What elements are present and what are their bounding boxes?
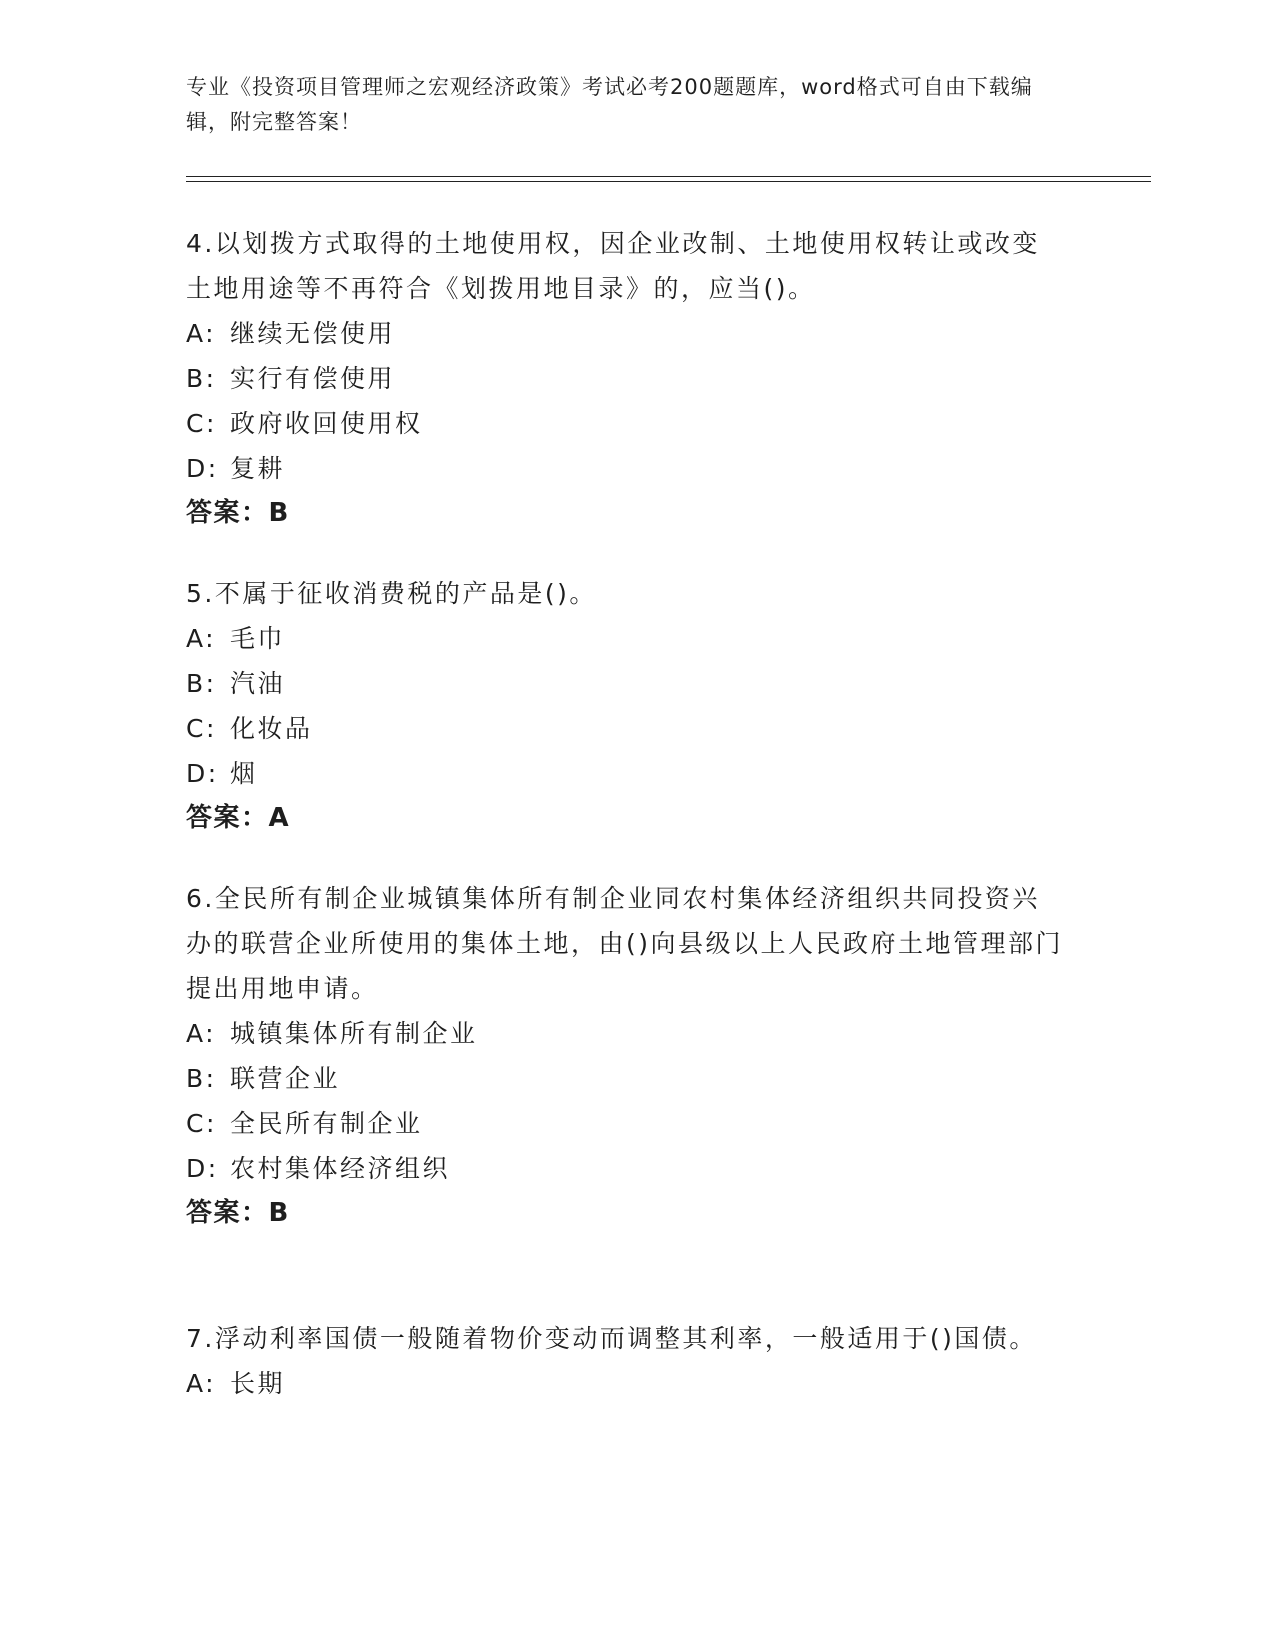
question-block xyxy=(186,221,1066,536)
option-text: 政府收回使用权 xyxy=(230,409,423,438)
option-c xyxy=(186,401,1066,446)
header-divider-bottom xyxy=(186,181,1151,182)
answer-line: 答案：B xyxy=(186,498,290,528)
option-a xyxy=(186,311,1066,356)
answer-line: 答案：B xyxy=(186,1198,290,1228)
answer-line: 答案：A xyxy=(186,803,291,833)
question-block xyxy=(186,571,1066,841)
option-text: 化妆品 xyxy=(230,714,313,743)
option-b xyxy=(186,1056,1066,1101)
option-key: B: xyxy=(186,364,217,393)
option-text: 农村集体经济组织 xyxy=(230,1154,451,1183)
option-key: D: xyxy=(186,759,219,788)
option-key: D: xyxy=(186,454,219,483)
option-key: B: xyxy=(186,1064,217,1093)
option-c xyxy=(186,1101,1066,1146)
option-text: 联营企业 xyxy=(230,1064,341,1093)
option-text: 烟 xyxy=(230,759,258,788)
option-key: B: xyxy=(186,669,217,698)
option-b xyxy=(186,661,1066,706)
option-key: A: xyxy=(186,1369,217,1398)
option-text: 复耕 xyxy=(230,454,286,483)
document-intro: 专业《投资项目管理师之宏观经济政策》考试必考200题题库，word格式可自由下载编辑，附完整答案！ xyxy=(186,75,1033,134)
option-text: 汽油 xyxy=(230,669,286,698)
option-text: 毛巾 xyxy=(230,624,286,653)
option-d xyxy=(186,446,1066,491)
question-text: 4.以划拨方式取得的土地使用权，因企业改制、土地使用权转让或改变土地用途等不再符合《划拨用地目录》的，应当()。 xyxy=(186,229,1040,303)
option-d xyxy=(186,1146,1066,1191)
option-key: A: xyxy=(186,1019,217,1048)
option-c xyxy=(186,706,1066,751)
option-text: 实行有偿使用 xyxy=(230,364,396,393)
header-divider-top xyxy=(186,176,1151,177)
option-a xyxy=(186,616,1066,661)
question-text: 5.不属于征收消费税的产品是()。 xyxy=(186,579,597,608)
option-d xyxy=(186,751,1066,796)
question-text: 7.浮动利率国债一般随着物价变动而调整其利率，一般适用于()国债。 xyxy=(186,1324,1037,1353)
question-block xyxy=(186,1316,1066,1406)
option-text: 城镇集体所有制企业 xyxy=(230,1019,478,1048)
option-a xyxy=(186,1361,1066,1406)
question-block xyxy=(186,876,1066,1236)
option-key: D: xyxy=(186,1154,219,1183)
question-text: 6.全民所有制企业城镇集体所有制企业同农村集体经济组织共同投资兴办的联营企业所使用的集体土地，由()向县级以上人民政府土地管理部门提出用地申请。 xyxy=(186,884,1064,1003)
option-key: C: xyxy=(186,409,217,438)
option-b xyxy=(186,356,1066,401)
option-key: C: xyxy=(186,1109,217,1138)
option-text: 长期 xyxy=(230,1369,286,1398)
option-a xyxy=(186,1011,1066,1056)
option-key: A: xyxy=(186,319,217,348)
option-text: 继续无偿使用 xyxy=(230,319,396,348)
option-text: 全民所有制企业 xyxy=(230,1109,423,1138)
option-key: A: xyxy=(186,624,217,653)
option-key: C: xyxy=(186,714,217,743)
